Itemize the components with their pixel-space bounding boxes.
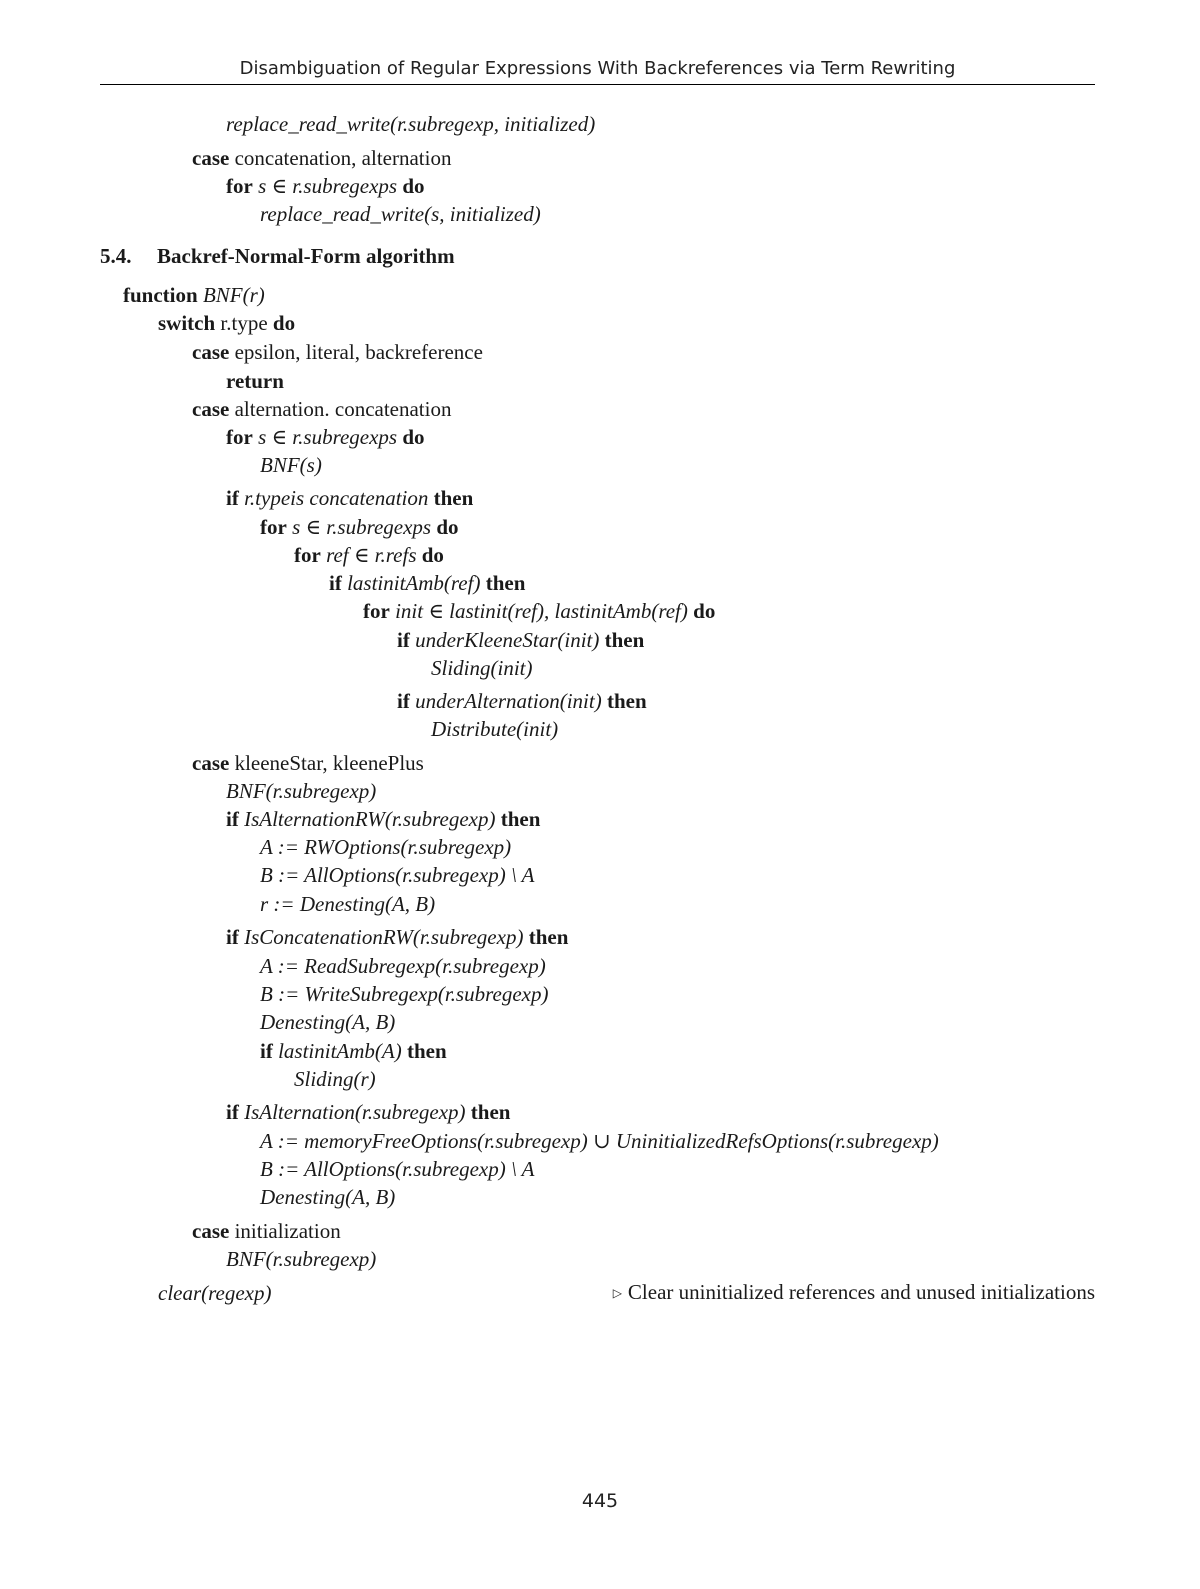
algo-line: Sliding(r) <box>294 1067 376 1091</box>
algo-line: if underAlternation(init) then <box>397 689 647 713</box>
page-number: 445 <box>581 1490 619 1512</box>
comment-text: Clear uninitialized references and unused initializations <box>627 1280 1095 1304</box>
algo-line: A := RWOptions(r.subregexp) <box>260 835 512 859</box>
algo-line: Denesting(A, B) <box>260 1185 396 1209</box>
algo-line: replace_read_write(r.subregexp, initialized) <box>226 112 596 136</box>
algo-line: for ref ∈ r.refs do <box>294 543 444 567</box>
algo-line: for s ∈ r.subregexps do <box>226 174 425 198</box>
algo-line: if r.typeis concatenation then <box>226 486 474 510</box>
algo-line: B := AllOptions(r.subregexp) \ A <box>260 863 535 887</box>
algo-line: if IsConcatenationRW(r.subregexp) then <box>226 925 569 949</box>
algo-line: case kleeneStar, kleenePlus <box>192 751 424 775</box>
section-heading <box>100 244 455 269</box>
algo-comment <box>613 1280 1095 1305</box>
algo-line: switch r.type do <box>158 311 296 335</box>
algo-line: for init ∈ lastinit(ref), lastinitAmb(ref) do <box>363 599 716 623</box>
section-number: 5.4. <box>100 244 132 268</box>
algo-line: if lastinitAmb(A) then <box>260 1039 447 1063</box>
algo-line: case concatenation, alternation <box>192 146 452 170</box>
section-title: Backref-Normal-Form algorithm <box>157 244 455 268</box>
algo-line: case epsilon, literal, backreference <box>192 340 483 364</box>
algo-line: BNF(r.subregexp) <box>226 779 377 803</box>
algo-line: case alternation. concatenation <box>192 397 452 421</box>
algo-line: B := AllOptions(r.subregexp) \ A <box>260 1157 535 1181</box>
algo-line: clear(regexp) <box>158 1281 272 1305</box>
algo-line: Sliding(init) <box>431 656 533 680</box>
running-header: Disambiguation of Regular Expressions With Backreferences via Term Rewriting <box>239 58 956 79</box>
algo-line: for s ∈ r.subregexps do <box>260 515 459 539</box>
algo-line: if underKleeneStar(init) then <box>397 628 645 652</box>
algo-line: replace_read_write(s, initialized) <box>260 202 541 226</box>
algo-line: for s ∈ r.subregexps do <box>226 425 425 449</box>
algo-line: A := memoryFreeOptions(r.subregexp) ∪ UninitializedRefsOptions(r.subregexp) <box>260 1129 939 1153</box>
header-rule <box>100 84 1095 85</box>
algo-line: r := Denesting(A, B) <box>260 892 436 916</box>
algo-line: Distribute(init) <box>431 717 559 741</box>
comment-triangle-icon: ▷ <box>612 1286 622 1300</box>
algo-line: BNF(s) <box>260 453 322 477</box>
algo-line: A := ReadSubregexp(r.subregexp) <box>260 954 546 978</box>
algo-line: return <box>226 369 284 393</box>
algo-line: BNF(r.subregexp) <box>226 1247 377 1271</box>
algo-line: function BNF(r) <box>123 283 265 307</box>
algo-line: case initialization <box>192 1219 341 1243</box>
algo-line: if lastinitAmb(ref) then <box>329 571 526 595</box>
algo-line: Denesting(A, B) <box>260 1010 396 1034</box>
algo-line: B := WriteSubregexp(r.subregexp) <box>260 982 549 1006</box>
algo-line: if IsAlternationRW(r.subregexp) then <box>226 807 541 831</box>
algo-line: if IsAlternation(r.subregexp) then <box>226 1100 511 1124</box>
